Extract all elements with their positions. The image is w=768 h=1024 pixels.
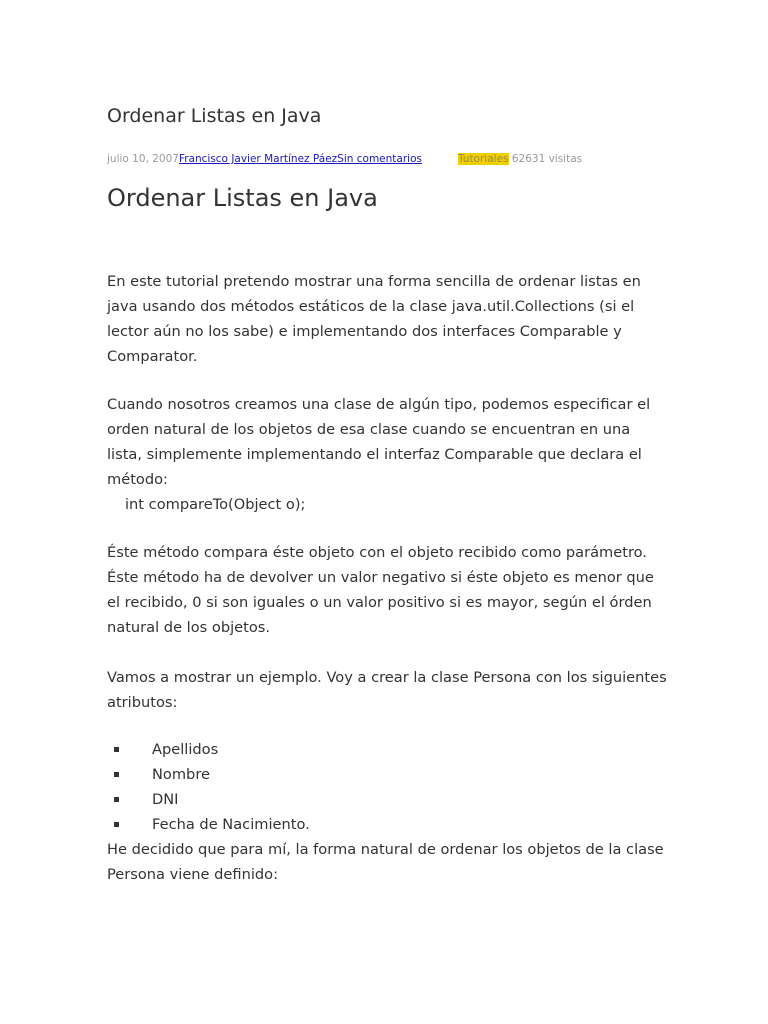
list-item — [107, 812, 310, 837]
square-bullet-icon — [114, 797, 119, 802]
post-meta — [107, 153, 582, 165]
list-item — [107, 762, 310, 787]
view-count: 62631 visitas — [511, 153, 583, 165]
list-item — [107, 787, 310, 812]
paragraph-example: Vamos a mostrar un ejemplo. Voy a crear la clase Persona con los siguientes atributos: — [107, 669, 667, 711]
author-link[interactable]: Francisco Javier Martínez Páez — [178, 153, 338, 165]
paragraph-natural-order: He decidido que para mí, la forma natural de ordenar los objetos de la clase Persona viene definido: — [107, 841, 664, 883]
comments-link[interactable]: Sin comentarios — [337, 153, 422, 165]
list-item-label: Fecha de Nacimiento. — [152, 816, 310, 833]
paragraph-intro: En este tutorial pretendo mostrar una forma sencilla de ordenar listas en java usando dos métodos estáticos de la clase java.util.Collections (si el lector aún no los sabe) e implementando dos interfaces Comparable y Comparator. — [107, 273, 641, 365]
code-snippet: int compareTo(Object o); — [125, 496, 306, 513]
paragraph-comparable-text: Cuando nosotros creamos una clase de algún tipo, podemos especificar el orden natural de los objetos de esa clase cuando se encuentran en una lista, simplemente implementando el interfaz Comparable que declara el método: — [107, 396, 651, 488]
list-item-label: Apellidos — [152, 741, 219, 758]
list-item-label: DNI — [152, 791, 179, 808]
post-date: julio 10, 2007 — [107, 153, 179, 165]
page-title: Ordenar Listas en Java — [107, 105, 322, 127]
square-bullet-icon — [114, 822, 119, 827]
list-item-label: Nombre — [152, 766, 210, 783]
paragraph-compareto: Éste método compara éste objeto con el objeto recibido como parámetro. Éste método ha de devolver un valor negativo si éste objeto es menor que el recibido, 0 si son iguales o un valor positivo si es mayor, según el órden natural de los objetos. — [107, 544, 654, 636]
square-bullet-icon — [114, 747, 119, 752]
paragraph-comparable — [107, 392, 667, 517]
category-tag[interactable]: Tutoriales — [457, 153, 509, 165]
attribute-list — [107, 737, 310, 837]
list-item — [107, 737, 310, 762]
article-title: Ordenar Listas en Java — [107, 184, 378, 212]
square-bullet-icon — [114, 772, 119, 777]
